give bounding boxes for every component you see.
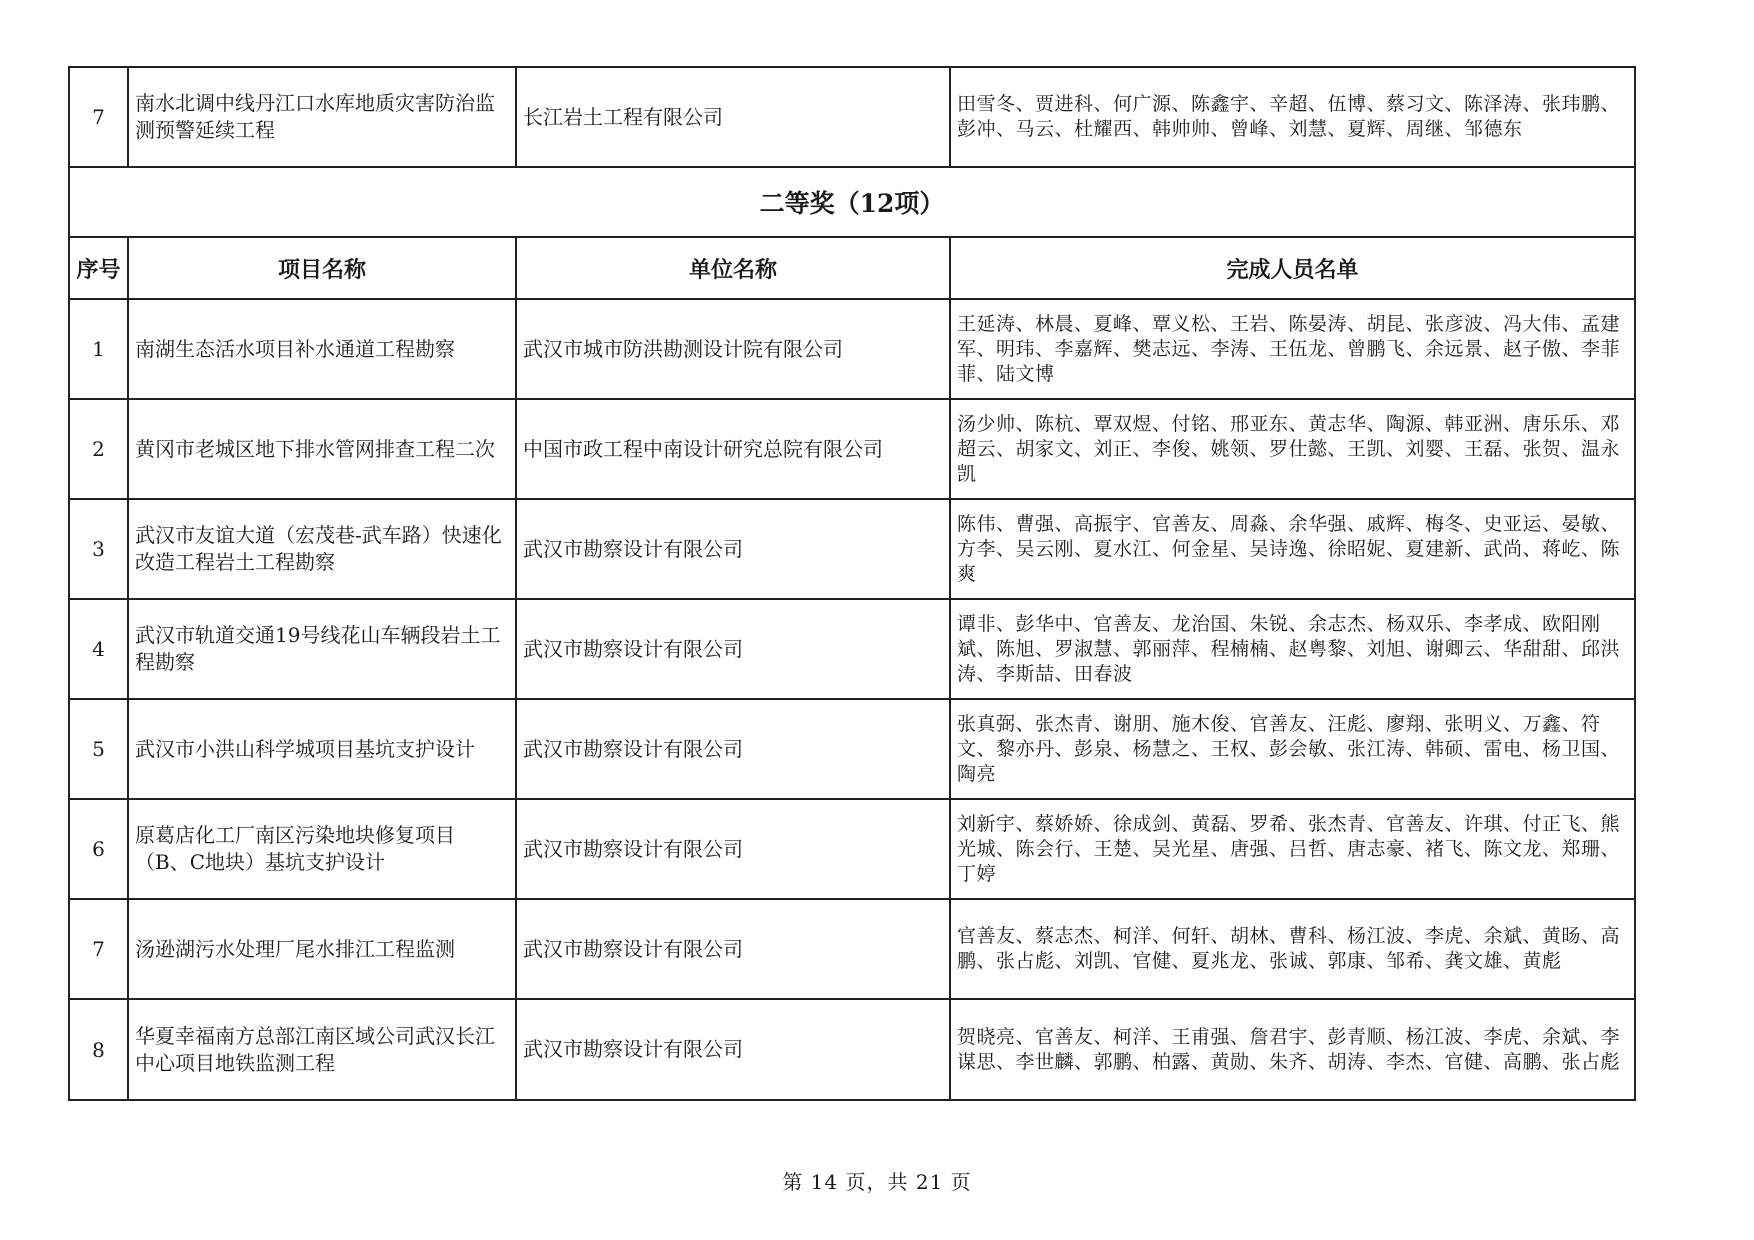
- row-seq: 8: [69, 999, 128, 1100]
- row-seq: 5: [69, 699, 128, 799]
- row-unit: 武汉市勘察设计有限公司: [516, 699, 950, 799]
- table-row: [69, 599, 1635, 699]
- row-project: 武汉市友谊大道（宏茂巷-武车路）快速化改造工程岩土工程勘察: [128, 499, 516, 599]
- row-seq: 7: [69, 67, 128, 167]
- row-people: 陈伟、曹强、高振宇、官善友、周淼、余华强、戚辉、梅冬、史亚运、晏敏、方李、吴云刚、夏水江、何金星、吴诗逸、徐昭妮、夏建新、武尚、蒋屹、陈爽: [950, 499, 1635, 599]
- row-seq: 3: [69, 499, 128, 599]
- row-project: 华夏幸福南方总部江南区域公司武汉长江中心项目地铁监测工程: [128, 999, 516, 1100]
- row-unit: 中国市政工程中南设计研究总院有限公司: [516, 399, 950, 499]
- row-people: 张真弼、张杰青、谢朋、施木俊、官善友、汪彪、廖翔、张明义、万鑫、符文、黎亦丹、彭泉、杨慧之、王权、彭会敏、张江涛、韩硕、雷电、杨卫国、陶亮: [950, 699, 1635, 799]
- row-project: 汤逊湖污水处理厂尾水排江工程监测: [128, 899, 516, 999]
- row-project: 武汉市轨道交通19号线花山车辆段岩土工程勘察: [128, 599, 516, 699]
- table-row: [69, 67, 1635, 167]
- row-project: 黄冈市老城区地下排水管网排查工程二次: [128, 399, 516, 499]
- row-seq: 6: [69, 799, 128, 899]
- table-row: [69, 999, 1635, 1100]
- award-table: [68, 66, 1636, 1101]
- row-unit: 武汉市城市防洪勘测设计院有限公司: [516, 299, 950, 399]
- row-unit: 武汉市勘察设计有限公司: [516, 799, 950, 899]
- header-project: 项目名称: [128, 237, 516, 299]
- row-people: 王延涛、林晨、夏峰、覃义松、王岩、陈晏涛、胡昆、张彦波、冯大伟、孟建军、明玮、李嘉辉、樊志远、李涛、王伍龙、曾鹏飞、余远景、赵子傲、李菲菲、陆文博: [950, 299, 1635, 399]
- row-seq: 7: [69, 899, 128, 999]
- row-unit: 长江岩土工程有限公司: [516, 67, 950, 167]
- row-people: 谭非、彭华中、官善友、龙治国、朱锐、余志杰、杨双乐、李孝成、欧阳刚斌、陈旭、罗淑慧、郭丽萍、程楠楠、赵粤黎、刘旭、谢卿云、华甜甜、邱洪涛、李斯喆、田春波: [950, 599, 1635, 699]
- table-row: [69, 799, 1635, 899]
- header-people: 完成人员名单: [950, 237, 1635, 299]
- row-seq: 4: [69, 599, 128, 699]
- row-seq: 1: [69, 299, 128, 399]
- table-row: [69, 499, 1635, 599]
- table-row: [69, 899, 1635, 999]
- row-project: 南水北调中线丹江口水库地质灾害防治监测预警延续工程: [128, 67, 516, 167]
- row-project: 南湖生态活水项目补水通道工程勘察: [128, 299, 516, 399]
- table-row: [69, 699, 1635, 799]
- section-row: [69, 167, 1635, 237]
- row-project: 原葛店化工厂南区污染地块修复项目（B、C地块）基坑支护设计: [128, 799, 516, 899]
- row-people: 刘新宇、蔡娇娇、徐成剑、黄磊、罗希、张杰青、官善友、许琪、付正飞、熊光城、陈会行、王楚、吴光星、唐强、吕哲、唐志豪、褚飞、陈文龙、郑珊、丁婷: [950, 799, 1635, 899]
- section-title: 二等奖（12项）: [69, 167, 1635, 237]
- header-row: [69, 237, 1635, 299]
- header-seq: 序号: [69, 237, 128, 299]
- header-unit: 单位名称: [516, 237, 950, 299]
- row-unit: 武汉市勘察设计有限公司: [516, 999, 950, 1100]
- page-footer: 第 14 页，共 21 页: [782, 1170, 972, 1194]
- row-project: 武汉市小洪山科学城项目基坑支护设计: [128, 699, 516, 799]
- table-row: [69, 299, 1635, 399]
- row-unit: 武汉市勘察设计有限公司: [516, 899, 950, 999]
- row-people: 官善友、蔡志杰、柯洋、何轩、胡林、曹科、杨江波、李虎、余斌、黄旸、高鹏、张占彪、刘凯、官健、夏兆龙、张诚、郭康、邹希、龚文雄、黄彪: [950, 899, 1635, 999]
- row-people: 汤少帅、陈杭、覃双煜、付铭、邢亚东、黄志华、陶源、韩亚洲、唐乐乐、邓超云、胡家文、刘正、李俊、姚领、罗仕懿、王凯、刘婴、王磊、张贺、温永凯: [950, 399, 1635, 499]
- row-people: 田雪冬、贾进科、何广源、陈鑫宇、辛超、伍博、蔡习文、陈泽涛、张玮鹏、彭冲、马云、杜耀西、韩帅帅、曾峰、刘慧、夏辉、周继、邹德东: [950, 67, 1635, 167]
- row-unit: 武汉市勘察设计有限公司: [516, 499, 950, 599]
- row-people: 贺晓亮、官善友、柯洋、王甫强、詹君宇、彭青顺、杨江波、李虎、余斌、李谋思、李世麟、郭鹏、柏露、黄勋、朱齐、胡涛、李杰、官健、高鹏、张占彪: [950, 999, 1635, 1100]
- table-row: [69, 399, 1635, 499]
- row-unit: 武汉市勘察设计有限公司: [516, 599, 950, 699]
- row-seq: 2: [69, 399, 128, 499]
